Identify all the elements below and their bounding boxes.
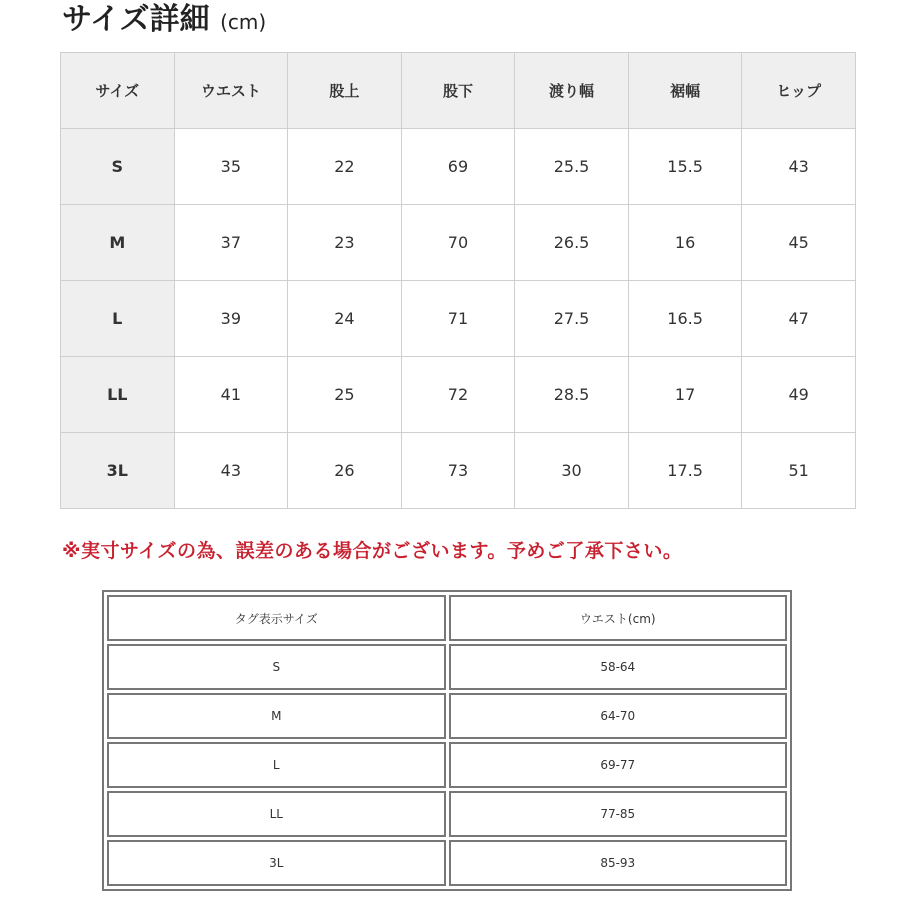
value-cell: 24 <box>288 281 402 357</box>
table-row <box>61 433 856 509</box>
value-cell: 26 <box>288 433 402 509</box>
value-cell: 47 <box>742 281 856 357</box>
size-cell: S <box>107 644 446 690</box>
value-cell: 17.5 <box>628 433 742 509</box>
value-cell: 72 <box>401 357 515 433</box>
title-unit: (cm) <box>220 10 267 34</box>
table-row <box>107 742 787 788</box>
size-cell: L <box>61 281 175 357</box>
value-cell: 49 <box>742 357 856 433</box>
value-cell: 77-85 <box>449 791 788 837</box>
value-cell: 15.5 <box>628 129 742 205</box>
size-detail-table <box>60 52 856 509</box>
value-cell: 25.5 <box>515 129 629 205</box>
header-cell: ウエスト <box>174 53 288 129</box>
value-cell: 17 <box>628 357 742 433</box>
value-cell: 27.5 <box>515 281 629 357</box>
table-row <box>107 791 787 837</box>
header-cell: 股下 <box>401 53 515 129</box>
tag-size-table <box>102 590 792 891</box>
table-row <box>61 281 856 357</box>
size-cell: S <box>61 129 175 205</box>
page-title <box>62 0 266 38</box>
size-cell: LL <box>107 791 446 837</box>
value-cell: 37 <box>174 205 288 281</box>
value-cell: 23 <box>288 205 402 281</box>
header-cell: 渡り幅 <box>515 53 629 129</box>
table-row <box>61 205 856 281</box>
value-cell: 69-77 <box>449 742 788 788</box>
value-cell: 45 <box>742 205 856 281</box>
value-cell: 26.5 <box>515 205 629 281</box>
header-row <box>107 595 787 641</box>
header-cell: 裾幅 <box>628 53 742 129</box>
value-cell: 69 <box>401 129 515 205</box>
size-cell: M <box>107 693 446 739</box>
header-cell: ウエスト(cm) <box>449 595 788 641</box>
value-cell: 16 <box>628 205 742 281</box>
size-cell: M <box>61 205 175 281</box>
value-cell: 22 <box>288 129 402 205</box>
value-cell: 30 <box>515 433 629 509</box>
value-cell: 64-70 <box>449 693 788 739</box>
value-cell: 39 <box>174 281 288 357</box>
size-cell: LL <box>61 357 175 433</box>
table-row <box>107 840 787 886</box>
size-cell: L <box>107 742 446 788</box>
value-cell: 41 <box>174 357 288 433</box>
header-cell: ヒップ <box>742 53 856 129</box>
header-cell: タグ表示サイズ <box>107 595 446 641</box>
value-cell: 43 <box>742 129 856 205</box>
table-row <box>107 693 787 739</box>
value-cell: 70 <box>401 205 515 281</box>
value-cell: 25 <box>288 357 402 433</box>
value-cell: 73 <box>401 433 515 509</box>
value-cell: 71 <box>401 281 515 357</box>
size-cell: 3L <box>61 433 175 509</box>
header-row <box>61 53 856 129</box>
value-cell: 35 <box>174 129 288 205</box>
value-cell: 51 <box>742 433 856 509</box>
table-row <box>107 644 787 690</box>
value-cell: 28.5 <box>515 357 629 433</box>
table-row <box>61 357 856 433</box>
header-cell: 股上 <box>288 53 402 129</box>
value-cell: 85-93 <box>449 840 788 886</box>
value-cell: 43 <box>174 433 288 509</box>
value-cell: 58-64 <box>449 644 788 690</box>
value-cell: 16.5 <box>628 281 742 357</box>
measurement-note: ※実寸サイズの為、誤差のある場合がございます。予めご了承下さい。 <box>62 540 683 562</box>
header-cell: サイズ <box>61 53 175 129</box>
title-text: サイズ詳細 <box>62 2 210 37</box>
size-cell: 3L <box>107 840 446 886</box>
table-row <box>61 129 856 205</box>
